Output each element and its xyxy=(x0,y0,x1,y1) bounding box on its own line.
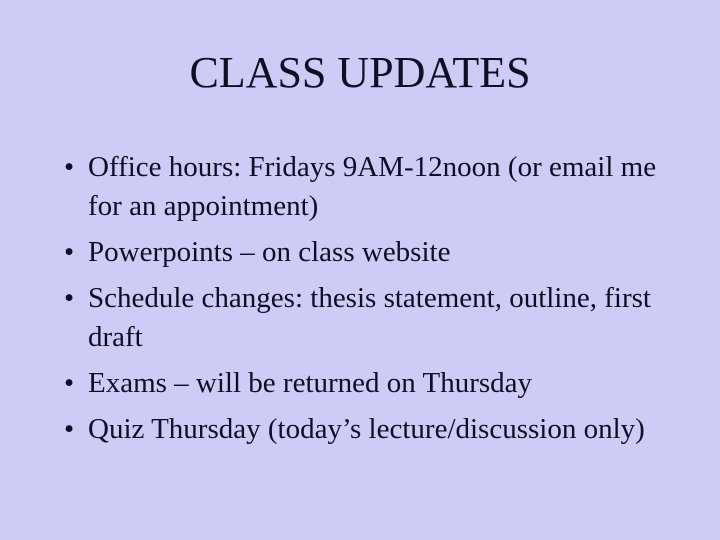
bullet-text: Exams – will be returned on Thursday xyxy=(88,367,533,399)
list-item xyxy=(64,364,663,403)
bullet-icon: • xyxy=(64,151,75,183)
bullet-text: Schedule changes: thesis statement, outline, first draft xyxy=(88,282,651,353)
list-item xyxy=(64,233,663,272)
list-item xyxy=(64,279,663,357)
bullet-text: Quiz Thursday (today’s lecture/discussion only) xyxy=(88,413,645,445)
slide-title: CLASS UPDATES xyxy=(189,48,531,97)
list-item xyxy=(64,148,663,226)
bullet-text: Powerpoints – on class website xyxy=(88,236,451,268)
bullet-text: Office hours: Fridays 9AM-12noon (or email me for an appointment) xyxy=(88,151,657,222)
bullet-icon: • xyxy=(64,282,75,314)
bullet-icon: • xyxy=(64,413,75,445)
list-item xyxy=(64,410,663,449)
bullet-list xyxy=(64,148,663,456)
bullet-icon: • xyxy=(64,236,75,268)
bullet-icon: • xyxy=(64,367,75,399)
